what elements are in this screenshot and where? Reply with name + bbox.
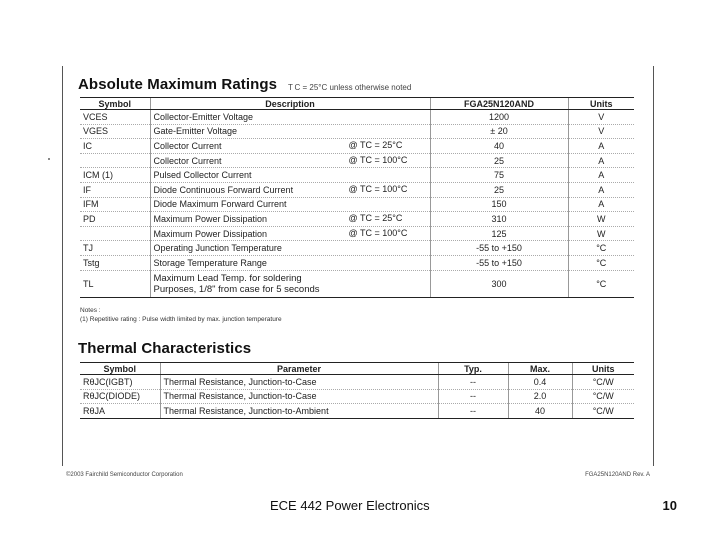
table-row	[80, 270, 634, 297]
row-description-text: Maximum Lead Temp. for soldering Purposes, 1/8" from case for 5 seconds	[153, 272, 320, 295]
table-row	[80, 182, 634, 197]
thermal-unit: °C/W	[572, 389, 634, 404]
row-description-text: Pulsed Collector Current	[153, 170, 252, 181]
row-description-text: Storage Temperature Range	[153, 257, 267, 268]
abs-max-condition: T C = 25°C unless otherwise noted	[288, 83, 412, 92]
notes-heading: Notes :	[80, 307, 101, 314]
thermal-param: Thermal Resistance, Junction-to-Case	[160, 375, 438, 390]
row-value: 300	[430, 270, 568, 297]
row-description-text: Collector Current	[153, 155, 222, 166]
row-symbol: PD	[80, 212, 150, 227]
thermal-param: Thermal Resistance, Junction-to-Case	[160, 389, 438, 404]
scan-left-border	[62, 66, 63, 466]
row-symbol	[80, 153, 150, 168]
row-description	[150, 212, 430, 227]
table-row	[80, 212, 634, 227]
row-unit: A	[568, 139, 634, 154]
thermal-symbol: RθJC(IGBT)	[80, 375, 160, 390]
th-col-parameter: Parameter	[160, 363, 438, 375]
thermal-unit: °C/W	[572, 404, 634, 419]
row-description	[150, 110, 430, 125]
row-symbol	[80, 226, 150, 241]
row-description-text: Diode Continuous Forward Current	[153, 184, 294, 195]
table-row	[80, 124, 634, 139]
row-description	[150, 197, 430, 212]
table-row	[80, 139, 634, 154]
datasheet-scan	[62, 66, 654, 478]
row-unit: V	[568, 110, 634, 125]
notes	[80, 306, 282, 324]
thermal-max: 0.4	[508, 375, 572, 390]
row-description	[150, 168, 430, 183]
speck	[48, 158, 50, 160]
row-symbol: TJ	[80, 241, 150, 256]
thermal-symbol: RθJC(DIODE)	[80, 389, 160, 404]
doc-footer-right: FGA25N120AND Rev. A	[585, 472, 650, 478]
col-units: Units	[568, 98, 634, 110]
col-part-number: FGA25N120AND	[430, 98, 568, 110]
doc-footer-left: ©2003 Fairchild Semiconductor Corporation	[66, 472, 183, 478]
col-symbol: Symbol	[80, 98, 150, 110]
thermal-typ: --	[438, 375, 508, 390]
slide-footer: ECE 442 Power Electronics	[270, 498, 430, 513]
row-symbol: Tstg	[80, 255, 150, 270]
table-row	[80, 241, 634, 256]
table-row	[80, 153, 634, 168]
row-value: 125	[430, 226, 568, 241]
table-row	[80, 197, 634, 212]
thermal-unit: °C/W	[572, 375, 634, 390]
table-row	[80, 168, 634, 183]
row-value: ± 20	[430, 124, 568, 139]
th-col-max: Max.	[508, 363, 572, 375]
thermal-typ: --	[438, 389, 508, 404]
row-description	[150, 270, 430, 297]
row-description	[150, 124, 430, 139]
table-row	[80, 404, 634, 419]
row-symbol: VCES	[80, 110, 150, 125]
row-description	[150, 226, 430, 241]
thermal-param: Thermal Resistance, Junction-to-Ambient	[160, 404, 438, 419]
row-condition: @ TC = 25°C	[348, 213, 403, 224]
row-symbol: TL	[80, 270, 150, 297]
thermal-typ: --	[438, 404, 508, 419]
table-row	[80, 110, 634, 125]
row-value: -55 to +150	[430, 255, 568, 270]
thermal-max: 40	[508, 404, 572, 419]
row-value: -55 to +150	[430, 241, 568, 256]
row-condition: @ TC = 100°C	[348, 154, 408, 165]
thermal-table	[80, 362, 634, 419]
row-unit: °C	[568, 255, 634, 270]
row-value: 150	[430, 197, 568, 212]
row-value: 310	[430, 212, 568, 227]
row-symbol: IF	[80, 182, 150, 197]
row-unit: W	[568, 212, 634, 227]
row-unit: °C	[568, 241, 634, 256]
col-description: Description	[150, 98, 430, 110]
row-symbol: IC	[80, 139, 150, 154]
notes-line: (1) Repetitive rating : Pulse width limited by max. junction temperature	[80, 316, 282, 323]
thermal-symbol: RθJA	[80, 404, 160, 419]
row-unit: A	[568, 197, 634, 212]
abs-max-title: Absolute Maximum Ratings	[78, 76, 278, 93]
row-description-text: Operating Junction Temperature	[153, 243, 282, 254]
row-description	[150, 139, 430, 154]
thermal-max: 2.0	[508, 389, 572, 404]
row-description-text: Diode Maximum Forward Current	[153, 199, 287, 210]
row-condition: @ TC = 25°C	[348, 140, 403, 151]
row-unit: V	[568, 124, 634, 139]
th-col-symbol: Symbol	[80, 363, 160, 375]
row-description-text: Gate-Emitter Voltage	[153, 126, 238, 137]
th-col-typ: Typ.	[438, 363, 508, 375]
row-description	[150, 255, 430, 270]
table-row	[80, 255, 634, 270]
row-value: 40	[430, 139, 568, 154]
row-description-text: Maximum Power Dissipation	[153, 228, 268, 239]
row-unit: A	[568, 182, 634, 197]
table-row	[80, 226, 634, 241]
row-description-text: Collector-Emitter Voltage	[153, 111, 254, 122]
th-col-units: Units	[572, 363, 634, 375]
row-unit: °C	[568, 270, 634, 297]
page-number: 10	[662, 498, 677, 513]
row-description	[150, 153, 430, 168]
abs-max-table	[80, 97, 634, 298]
row-condition: @ TC = 100°C	[348, 227, 408, 238]
scan-right-border	[653, 66, 654, 466]
row-symbol: ICM (1)	[80, 168, 150, 183]
row-description-text: Maximum Power Dissipation	[153, 213, 268, 224]
thermal-title: Thermal Characteristics	[78, 340, 252, 357]
row-condition: @ TC = 100°C	[348, 183, 408, 194]
table-row	[80, 375, 634, 390]
row-value: 1200	[430, 110, 568, 125]
row-unit: A	[568, 168, 634, 183]
row-unit: W	[568, 226, 634, 241]
row-unit: A	[568, 153, 634, 168]
row-symbol: IFM	[80, 197, 150, 212]
row-description	[150, 182, 430, 197]
row-value: 25	[430, 182, 568, 197]
row-value: 75	[430, 168, 568, 183]
table-row	[80, 389, 634, 404]
row-description-text: Collector Current	[153, 140, 222, 151]
row-description	[150, 241, 430, 256]
row-symbol: VGES	[80, 124, 150, 139]
row-value: 25	[430, 153, 568, 168]
